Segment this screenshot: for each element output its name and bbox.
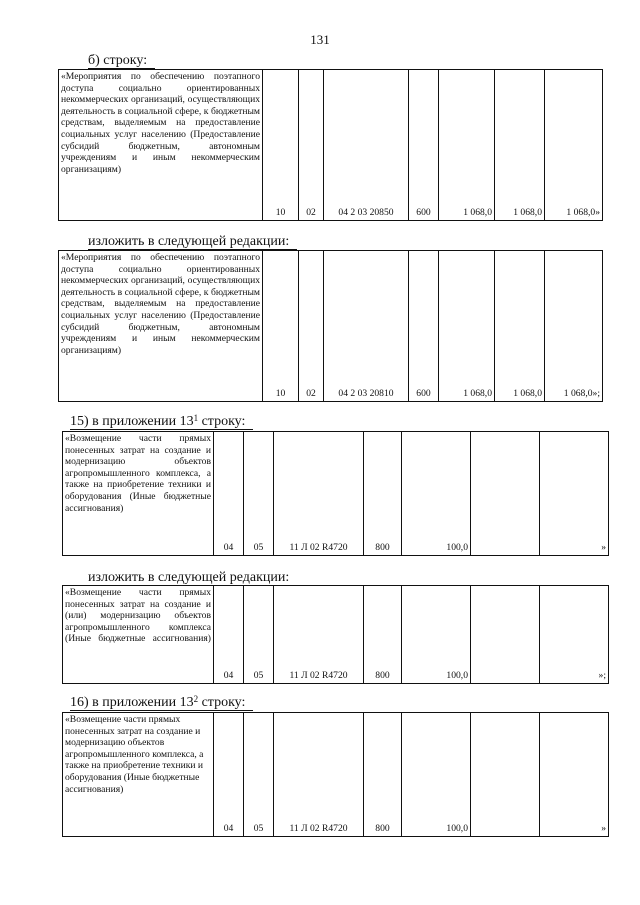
subsection-code-cell: 05 (244, 432, 274, 556)
expense-type-cell: 800 (364, 586, 402, 684)
heading-superscript: 1 (193, 413, 199, 423)
target-article-cell: 11 Л 02 R4720 (274, 432, 364, 556)
row-description: «Мероприятия по обеспечению поэтапного доступа социально ориентированных некоммерческих организаций, осуществляющих деятельность в социальной сфере, к бюджетным средствам, выделяемым на предоставление социальных услуг населению (Предоставление субсидий бюджетным, автономным учреждениям и иным некоммерческим организациям) (59, 251, 263, 402)
page-number: 131 (310, 32, 330, 47)
row-description: «Возмещение части прямых понесенных затрат на создание и модернизацию объектов агропромышленного комплекса, а также на приобретение техники и оборудования (Иные бюджетные ассигнования) (63, 432, 214, 556)
heading-text: 15) в приложении 13 (70, 414, 194, 429)
amount-cell-3: » (540, 432, 609, 556)
heading-text: изложить в следующей редакции: (88, 234, 290, 249)
section-code-cell: 04 (214, 713, 244, 837)
budget-row-table (58, 250, 603, 402)
section-code-cell: 10 (263, 251, 299, 402)
amount-cell-2 (471, 713, 540, 837)
budget-row-table (62, 712, 609, 837)
subsection-code-cell: 05 (244, 586, 274, 684)
amount-cell-3: » (540, 713, 609, 837)
amount-cell-2: 1 068,0 (495, 251, 545, 402)
heading-tail: строку: (198, 695, 246, 710)
row-description: «Мероприятия по обеспечению поэтапного доступа социально ориентированных некоммерческих организаций, осуществляющих деятельность в социальной сфере, к бюджетным средствам, выделяемым на предоставление социальных услуг населению (Предоставление субсидий бюджетным, автономным учреждениям и иным некоммерческим организациям) (59, 70, 263, 221)
budget-row-table (62, 585, 609, 684)
section-heading (70, 695, 253, 711)
amount-cell-1: 100,0 (402, 713, 471, 837)
section-code-cell: 04 (214, 586, 244, 684)
subsection-code-cell: 02 (299, 70, 324, 221)
expense-type-cell: 800 (364, 432, 402, 556)
expense-type-cell: 600 (409, 70, 439, 221)
budget-row-table (62, 431, 609, 556)
heading-text: 16) в приложении 13 (70, 695, 194, 710)
amount-cell-2 (471, 432, 540, 556)
amount-cell-3: 1 068,0»; (545, 251, 603, 402)
target-article-cell: 04 2 03 20850 (324, 70, 409, 221)
row-description: «Возмещение части прямых понесенных затрат на создание и (или) модернизацию объектов агропромышленного комплекса (Иные бюджетные ассигнования) (63, 586, 214, 684)
amount-cell-2 (471, 586, 540, 684)
amount-cell-2: 1 068,0 (495, 70, 545, 221)
heading-text: б) строку: (88, 53, 148, 68)
section-code-cell: 04 (214, 432, 244, 556)
amount-cell-3: »; (540, 586, 609, 684)
amount-cell-1: 100,0 (402, 432, 471, 556)
amount-cell-1: 1 068,0 (439, 70, 495, 221)
section-code-cell: 10 (263, 70, 299, 221)
target-article-cell: 04 2 03 20810 (324, 251, 409, 402)
expense-type-cell: 600 (409, 251, 439, 402)
heading-text: изложить в следующей редакции: (88, 570, 290, 585)
heading-tail: строку: (198, 414, 246, 429)
section-heading (70, 414, 253, 430)
target-article-cell: 11 Л 02 R4720 (274, 713, 364, 837)
row-description: «Возмещение части прямых понесенных затрат на создание и модернизацию объектов агропромышленного комплекса, а также на приобретение техники и оборудования (Иные бюджетные ассигнования) (63, 713, 214, 837)
amount-cell-3: 1 068,0» (545, 70, 603, 221)
amount-cell-1: 100,0 (402, 586, 471, 684)
amount-cell-1: 1 068,0 (439, 251, 495, 402)
expense-type-cell: 800 (364, 713, 402, 837)
section-heading (88, 570, 297, 586)
target-article-cell: 11 Л 02 R4720 (274, 586, 364, 684)
heading-superscript: 2 (193, 694, 199, 704)
section-heading (88, 53, 155, 69)
section-heading (88, 234, 297, 250)
subsection-code-cell: 05 (244, 713, 274, 837)
subsection-code-cell: 02 (299, 251, 324, 402)
budget-row-table (58, 69, 603, 221)
